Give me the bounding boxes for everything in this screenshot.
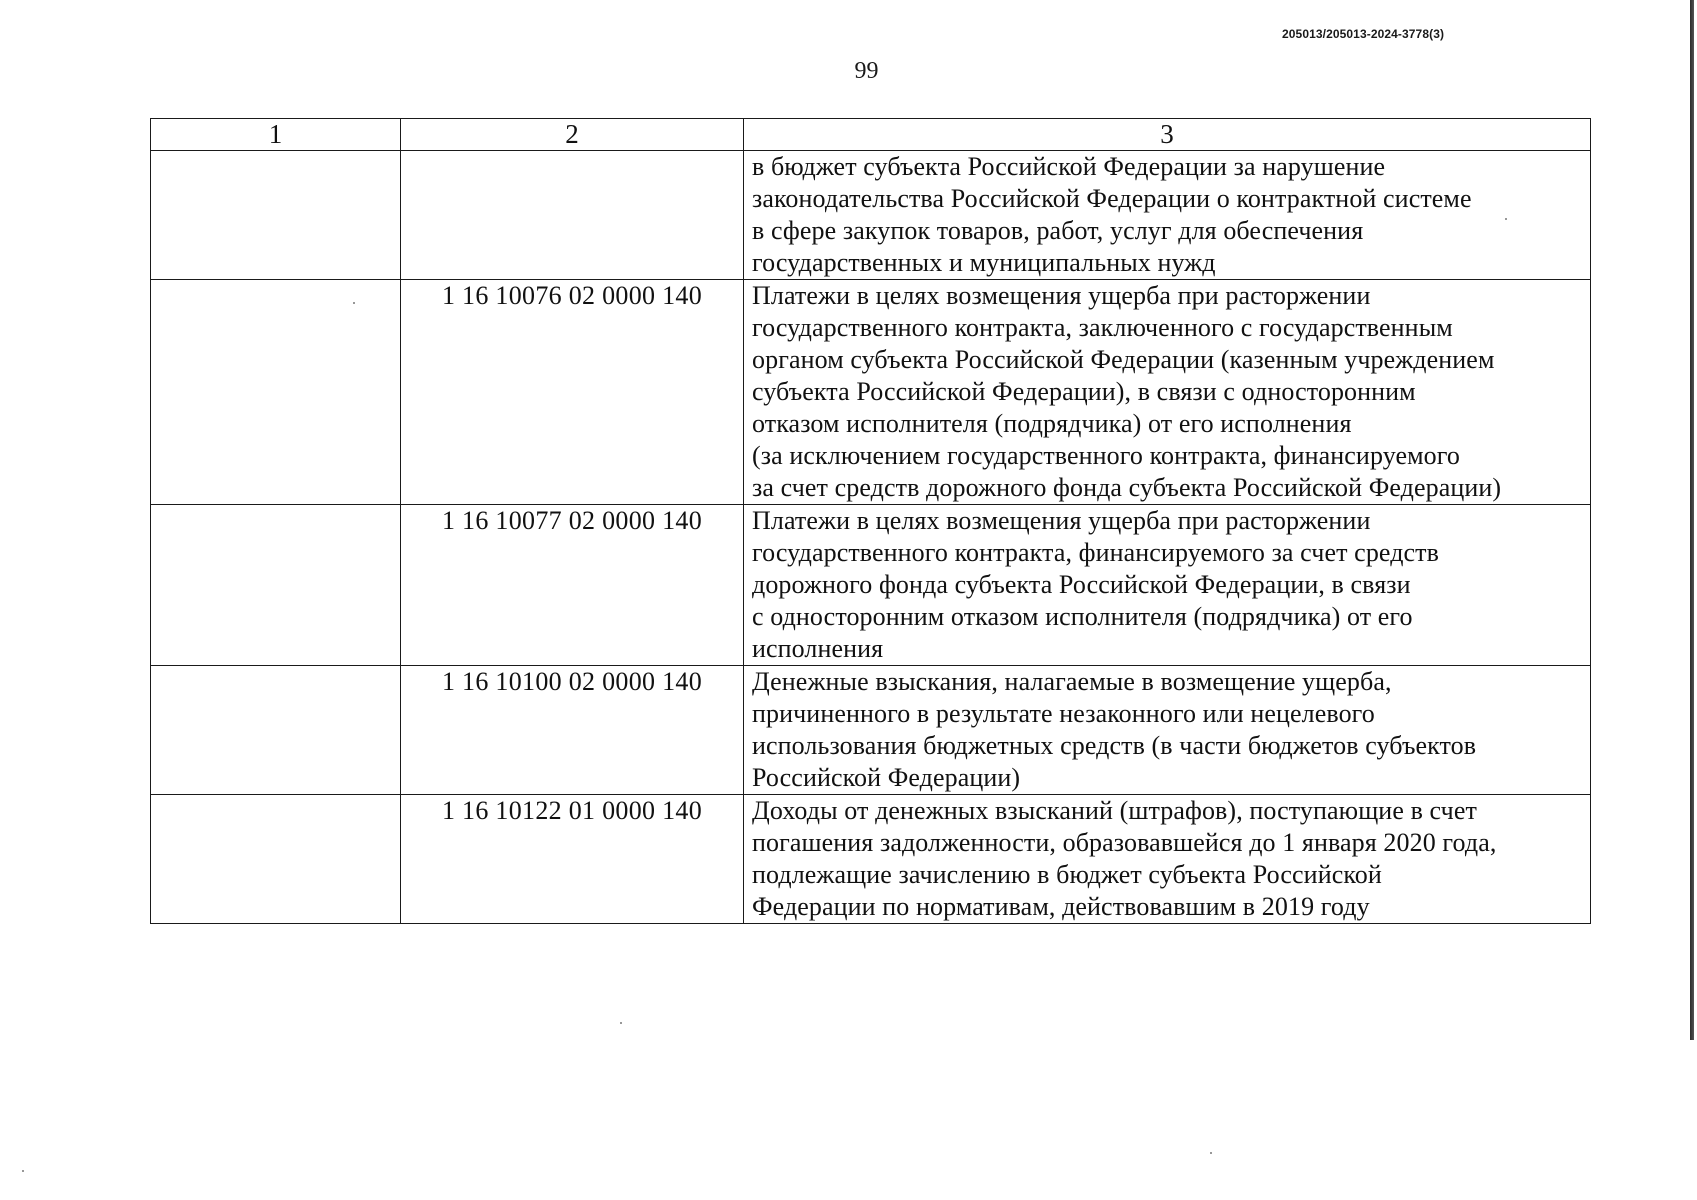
description-line: с односторонним отказом исполнителя (подрядчика) от его [752, 602, 1413, 631]
description-line: отказом исполнителя (подрядчика) от его исполнения [752, 409, 1352, 438]
row-4-col-1 [151, 666, 401, 795]
row-5-col-1 [151, 795, 401, 924]
description-line: органом субъекта Российской Федерации (казенным учреждением [752, 345, 1495, 374]
scan-page-edge [1690, 0, 1694, 1040]
table-row [151, 795, 1591, 924]
description-line: Денежные взыскания, налагаемые в возмещение ущерба, [752, 667, 1392, 696]
row-2-code: 1 16 10076 02 0000 140 [401, 280, 744, 505]
description-line: подлежащие зачислению в бюджет субъекта Российской [752, 860, 1382, 889]
row-1-col-1 [151, 151, 401, 280]
description-line: законодательства Российской Федерации о контрактной системе [752, 184, 1472, 213]
row-4-description [744, 666, 1591, 795]
row-3-code: 1 16 10077 02 0000 140 [401, 505, 744, 666]
description-line: (за исключением государственного контракта, финансируемого [752, 441, 1460, 470]
description-line: Доходы от денежных взысканий (штрафов), поступающие в счет [752, 796, 1477, 825]
column-header-1: 1 [151, 119, 401, 151]
scan-speck [1210, 1152, 1212, 1154]
table-row [151, 666, 1591, 795]
description-line: государственных и муниципальных нужд [752, 248, 1216, 277]
description-line: в бюджет субъекта Российской Федерации за нарушение [752, 152, 1386, 181]
row-2-description [744, 280, 1591, 505]
description-line: Платежи в целях возмещения ущерба при расторжении [752, 281, 1371, 310]
row-1-code [401, 151, 744, 280]
row-5-description [744, 795, 1591, 924]
table-row [151, 280, 1591, 505]
description-line: государственного контракта, заключенного с государственным [752, 313, 1453, 342]
description-line: субъекта Российской Федерации), в связи с односторонним [752, 377, 1416, 406]
description-line: за счет средств дорожного фонда субъекта Российской Федерации) [752, 473, 1502, 502]
scan-speck [353, 302, 355, 304]
column-header-2: 2 [401, 119, 744, 151]
description-line: государственного контракта, финансируемого за счет средств [752, 538, 1440, 567]
page-number: 99 [854, 58, 879, 84]
row-1-description [744, 151, 1591, 280]
column-header-3: 3 [744, 119, 1591, 151]
row-2-col-1 [151, 280, 401, 505]
description-line: Федерации по нормативам, действовавшим в 2019 году [752, 892, 1370, 921]
row-3-col-1 [151, 505, 401, 666]
description-line: Российской Федерации) [752, 763, 1021, 792]
row-4-code: 1 16 10100 02 0000 140 [401, 666, 744, 795]
scan-speck [1505, 218, 1507, 220]
document-id: 205013/205013-2024-3778(3) [1282, 27, 1445, 41]
table-row [151, 505, 1591, 666]
description-line: в сфере закупок товаров, работ, услуг для обеспечения [752, 216, 1364, 245]
description-line: использования бюджетных средств (в части бюджетов субъектов [752, 731, 1477, 760]
description-line: исполнения [752, 634, 884, 663]
scan-speck [22, 1170, 24, 1172]
table-row [151, 151, 1591, 280]
row-3-description [744, 505, 1591, 666]
description-line: дорожного фонда субъекта Российской Федерации, в связи [752, 570, 1411, 599]
description-line: Платежи в целях возмещения ущерба при расторжении [752, 506, 1371, 535]
description-line: причиненного в результате незаконного или нецелевого [752, 699, 1375, 728]
table-header-row [151, 119, 1591, 151]
description-line: погашения задолженности, образовавшейся до 1 января 2020 года, [752, 828, 1497, 857]
scan-speck [620, 1022, 622, 1024]
row-5-code: 1 16 10122 01 0000 140 [401, 795, 744, 924]
budget-codes-table [150, 118, 1591, 924]
